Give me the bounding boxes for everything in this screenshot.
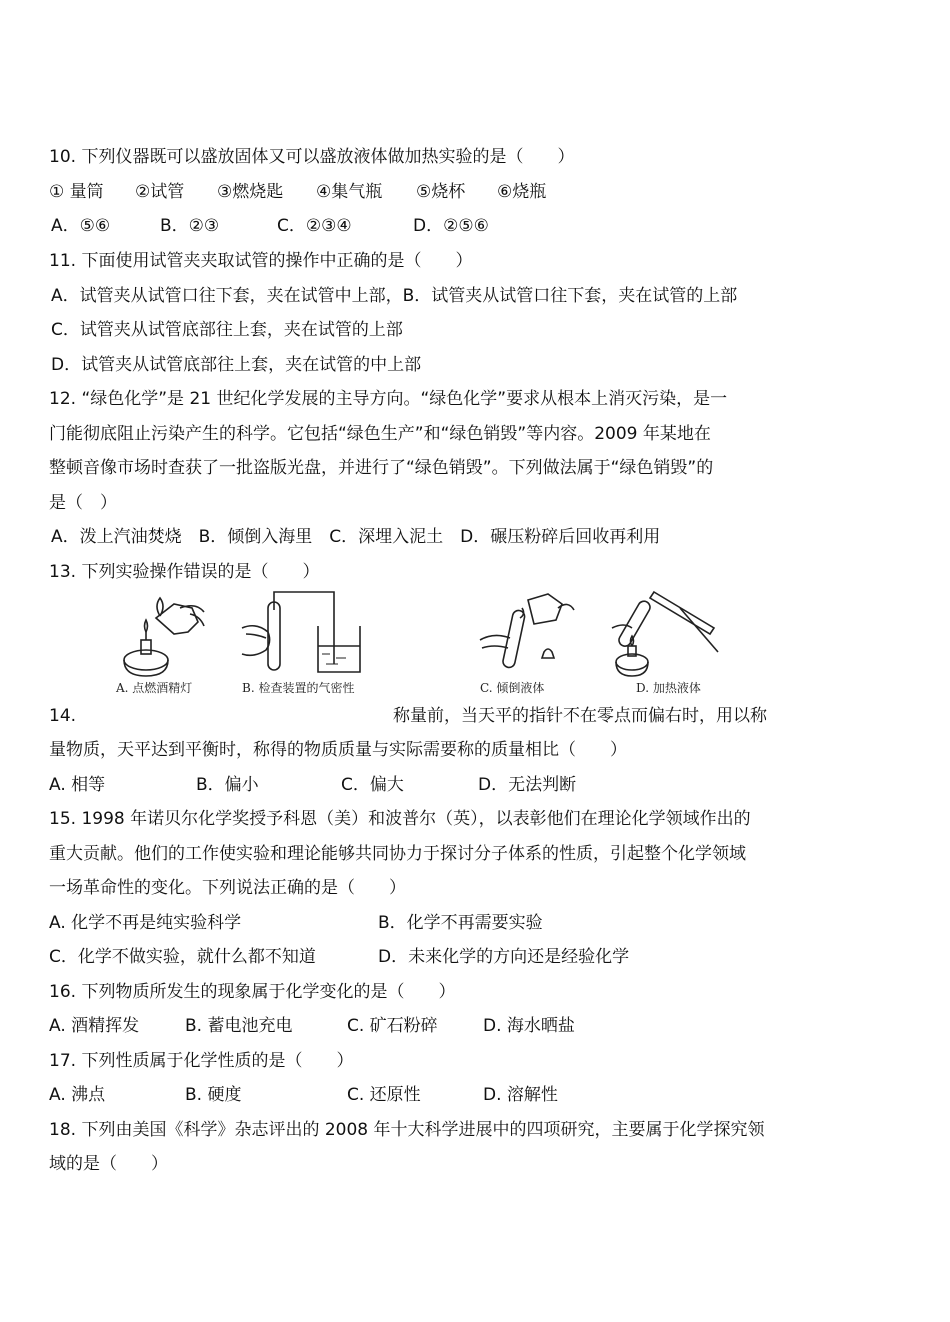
heating-liquid-drawing: [610, 588, 726, 680]
question-18-line-2: 域的是（ ）: [49, 1154, 168, 1174]
figure-d: [610, 588, 726, 696]
question-15-line-1: 15. 1998 年诺贝尔化学奖授予科恩（美）和波普尔（英），以表彰他们在理论化学领域作出的: [49, 809, 751, 829]
question-14-line-1: 称量前，当天平的指针不在零点而偏右时，用以称: [393, 706, 767, 726]
q17-option-d: D. 溶解性: [483, 1085, 558, 1105]
q14-option-b: B．偏小: [196, 775, 259, 795]
q10-item-4: ④集气瓶: [316, 182, 383, 202]
question-14-line-2: 量物质，天平达到平衡时，称得的物质质量与实际需要称的质量相比（ ）: [49, 740, 627, 760]
q16-option-b: B. 蓄电池充电: [185, 1016, 293, 1036]
caption-d: D. 加热液体: [636, 681, 701, 695]
q10-option-c: C．②③④: [277, 216, 352, 236]
figure-a: [108, 588, 220, 696]
q10-item-3: ③燃烧匙: [217, 182, 284, 202]
q14-option-c: C．偏大: [341, 775, 404, 795]
question-15-line-2: 重大贡献。他们的工作使实验和理论能够共同协力于探讨分子体系的性质，引起整个化学领域: [49, 844, 746, 864]
question-12-line-4: 是（ ）: [49, 493, 117, 513]
question-17: 17. 下列性质属于化学性质的是（ ）: [49, 1051, 354, 1071]
question-18-line-1: 18. 下列由美国《科学》杂志评出的 2008 年十大科学进展中的四项研究，主要属于化学探究领: [49, 1120, 765, 1140]
q15-option-c: C．化学不做实验，就什么都不知道: [49, 947, 316, 967]
q14-option-d: D．无法判断: [478, 775, 577, 795]
q16-option-c: C. 矿石粉碎: [347, 1016, 438, 1036]
figure-b: [240, 588, 380, 696]
q10-item-2: ②试管: [135, 182, 185, 202]
q17-option-b: B. 硬度: [185, 1085, 242, 1105]
figure-c: [472, 588, 582, 696]
q11-options-ab: A．试管夹从试管口往下套，夹在试管中上部，B．试管夹从试管口往下套，夹在试管的上部: [51, 286, 738, 306]
caption-a: A. 点燃酒精灯: [116, 681, 193, 695]
question-12-line-3: 整顿音像市场时查获了一批盗版光盘，并进行了“绿色销毁”。下列做法属于“绿色销毁”的: [49, 458, 714, 478]
q15-option-d: D．未来化学的方向还是经验化学: [378, 947, 630, 967]
q11-option-c: C．试管夹从试管底部往上套，夹在试管的上部: [51, 320, 403, 340]
q14-option-a: A. 相等: [49, 775, 106, 795]
question-14-number: 14.: [49, 706, 77, 726]
q11-option-d: D．试管夹从试管底部往上套，夹在试管的中上部: [51, 355, 422, 375]
question-11: 11. 下面使用试管夹夹取试管的操作中正确的是（ ）: [49, 251, 473, 271]
question-10: 10. 下列仪器既可以盛放固体又可以盛放液体做加热实验的是（ ）: [49, 147, 575, 167]
question-12-line-2: 门能彻底阻止污染产生的科学。它包括“绿色生产”和“绿色销毁”等内容。2009 年某地在: [49, 424, 711, 444]
q10-option-a: A．⑤⑥: [51, 216, 111, 236]
q16-option-d: D. 海水晒盐: [483, 1016, 575, 1036]
airtight-check-drawing: [240, 588, 380, 680]
caption-b: B. 检查装置的气密性: [242, 681, 355, 695]
q10-item-5: ⑤烧杯: [416, 182, 466, 202]
caption-c: C. 倾倒液体: [480, 681, 545, 695]
q16-option-a: A. 酒精挥发: [49, 1016, 140, 1036]
question-13: 13. 下列实验操作错误的是（ ）: [49, 562, 320, 582]
question-12-line-1: 12. “绿色化学”是 21 世纪化学发展的主导方向。“绿色化学”要求从根本上消灭污染，是一: [49, 389, 728, 409]
q12-options: A．泼上汽油焚烧 B．倾倒入海里 C．深埋入泥土 D．碾压粉碎后回收再利用: [51, 527, 661, 547]
question-16: 16. 下列物质所发生的现象属于化学变化的是（ ）: [49, 982, 456, 1002]
q17-option-c: C. 还原性: [347, 1085, 421, 1105]
q10-item-6: ⑥烧瓶: [497, 182, 547, 202]
alcohol-lamp-drawing-a: [108, 588, 220, 680]
q15-option-a: A. 化学不再是纯实验科学: [49, 913, 242, 933]
q10-item-1: ① 量筒: [49, 182, 104, 202]
pouring-liquid-drawing: [472, 588, 582, 680]
q17-option-a: A. 沸点: [49, 1085, 106, 1105]
q10-option-b: B．②③: [160, 216, 220, 236]
q15-option-b: B．化学不再需要实验: [378, 913, 543, 933]
q10-option-d: D．②⑤⑥: [413, 216, 489, 236]
question-15-line-3: 一场革命性的变化。下列说法正确的是（ ）: [49, 878, 406, 898]
